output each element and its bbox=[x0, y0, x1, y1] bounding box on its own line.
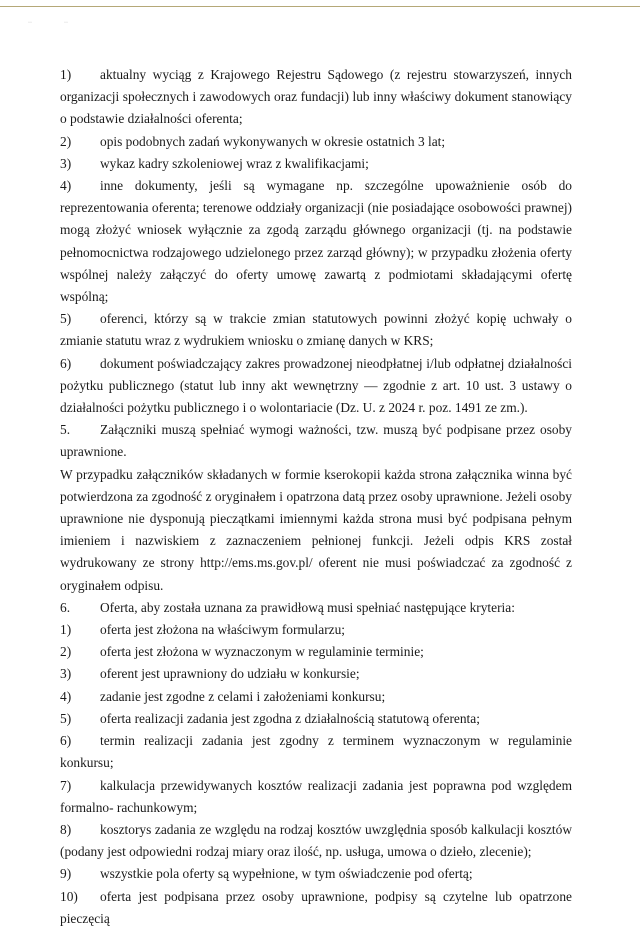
item-text: oferenci, którzy są w trakcie zmian statutowych powinni złożyć kopię uchwały o zmianie statutu wraz z wydrukiem wniosku o zmianę danych w KRS; bbox=[60, 311, 572, 349]
item-number: 2) bbox=[60, 133, 72, 149]
item-number: 3) bbox=[60, 155, 72, 171]
item-number: 2) bbox=[60, 644, 72, 660]
criteria-item bbox=[60, 686, 572, 708]
item-number: 4) bbox=[60, 178, 72, 194]
item-number: 5. bbox=[60, 422, 71, 438]
section-heading bbox=[60, 597, 572, 619]
item-number: 10) bbox=[60, 888, 78, 904]
section-number: 6. bbox=[60, 599, 71, 615]
top-border-line bbox=[0, 6, 640, 7]
item-text: wykaz kadry szkoleniowej wraz z kwalifikacjami; bbox=[100, 155, 369, 171]
list-item bbox=[60, 64, 572, 131]
scan-mark: ·· bbox=[28, 20, 32, 26]
item-text: dokument poświadczający zakres prowadzonej nieodpłatnej i/lub odpłatnej działalności pożytku publicznego (statut lub inny akt wewnętrzny — zgodnie z art. 10 ust. 3 ustawy o działalności pożytku publicznego i o wolontariacie (Dz. U. z 2024 r. poz. 1491 ze zm.). bbox=[60, 355, 572, 416]
document-body bbox=[60, 64, 572, 930]
list-item bbox=[60, 353, 572, 420]
item-number: 7) bbox=[60, 777, 72, 793]
criteria-item bbox=[60, 730, 572, 774]
item-text: zadanie jest zgodne z celami i założeniami konkursu; bbox=[100, 688, 386, 704]
item-number: 1) bbox=[60, 622, 72, 638]
item-text: aktualny wyciąg z Krajowego Rejestru Sądowego (z rejestru stowarzyszeń, innych organizacji społecznych i zawodowych oraz fundacji) lub inny właściwy dokument stanowiący o podstawie działalności oferenta; bbox=[60, 67, 572, 127]
item-number: 6) bbox=[60, 733, 72, 749]
item-number: 5) bbox=[60, 311, 72, 327]
item-text: opis podobnych zadań wykonywanych w okresie ostatnich 3 lat; bbox=[100, 133, 446, 149]
criteria-item bbox=[60, 863, 572, 885]
item-text: oferta jest złożona w wyznaczonym w regulaminie terminie; bbox=[100, 644, 424, 660]
item-number: 5) bbox=[60, 710, 72, 726]
item-number: 8) bbox=[60, 821, 72, 837]
criteria-item bbox=[60, 708, 572, 730]
item-number: 4) bbox=[60, 688, 72, 704]
list-item bbox=[60, 131, 572, 153]
item-text: inne dokumenty, jeśli są wymagane np. szczególne upoważnienie osób do reprezentowania oferenta; terenowe oddziały organizacji (nie posiadające osobowości prawnej) mogą złożyć wniosek wyłącznie za zgodą zarządu głównego organizacji (tj. na podstawie pełnomocnictwa rodzajowego udzielonego przez zarząd główny); w przypadku złożenia oferty wspólnej należy załączyć do oferty umowę zawartą z podmiotami składającymi ofertę wspólną; bbox=[60, 178, 572, 305]
item-number: 3) bbox=[60, 666, 72, 682]
criteria-item bbox=[60, 619, 572, 641]
item-text: oferta jest podpisana przez osoby uprawnione, podpisy są czytelne lub opatrzone pieczęcią bbox=[60, 888, 572, 926]
section-item bbox=[60, 419, 572, 463]
item-text: wszystkie pola oferty są wypełnione, w tym oświadczenie pod ofertą; bbox=[100, 866, 473, 882]
list-item bbox=[60, 308, 572, 352]
criteria-item bbox=[60, 819, 572, 863]
item-text: oferta realizacji zadania jest zgodna z działalnością statutową oferenta; bbox=[100, 710, 480, 726]
list-item bbox=[60, 153, 572, 175]
criteria-item bbox=[60, 775, 572, 819]
item-text: Załączniki muszą spełniać wymogi ważności, tzw. muszą być podpisane przez osoby uprawnione. bbox=[60, 422, 572, 460]
criteria-item bbox=[60, 663, 572, 685]
item-text: termin realizacji zadania jest zgodny z terminem wyznaczonym w regulaminie konkursu; bbox=[60, 733, 572, 771]
item-number: 9) bbox=[60, 866, 72, 882]
criteria-item bbox=[60, 641, 572, 663]
item-number: 1) bbox=[60, 67, 72, 82]
item-number: 6) bbox=[60, 355, 72, 371]
section-text: Oferta, aby została uznana za prawidłową musi spełniać następujące kryteria: bbox=[100, 599, 515, 615]
item-text: oferta jest złożona na właściwym formularzu; bbox=[100, 622, 346, 638]
list-item bbox=[60, 175, 572, 308]
scan-mark: ·· bbox=[64, 20, 68, 26]
paragraph: W przypadku załączników składanych w formie kserokopii każda strona załącznika winna być potwierdzona za zgodność z oryginałem i opatrzona datą przez osoby uprawnione. Jeżeli osoby uprawnione nie dysponują pieczątkami imiennymi każda strona musi być podpisana pełnym imieniem i nazwiskiem z zaznaczeniem pełnionej funkcji. Jeżeli odpis KRS został wydrukowany ze strony http://ems.ms.gov.pl/ oferent nie musi poświadczać za zgodność z oryginałem odpisu. bbox=[60, 466, 572, 593]
item-text: kalkulacja przewidywanych kosztów realizacji zadania jest poprawna pod względem formalno- rachunkowym; bbox=[60, 777, 572, 815]
item-text: oferent jest uprawniony do udziału w konkursie; bbox=[100, 666, 360, 682]
item-text: kosztorys zadania ze względu na rodzaj kosztów uwzględnia sposób kalkulacji kosztów (podany jest odpowiedni rodzaj miary oraz ilość, np. usługa, umowa o dzieło, zlecenie); bbox=[60, 821, 572, 860]
criteria-item bbox=[60, 886, 572, 930]
